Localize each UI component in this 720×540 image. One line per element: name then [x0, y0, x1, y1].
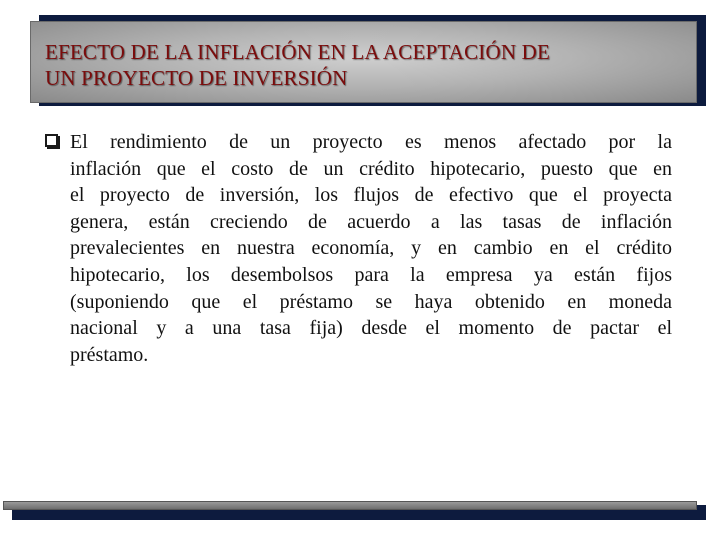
bullet-paragraph	[45, 129, 672, 368]
paragraph-line-3: el proyecto de inversión, los flujos de efectivo que el proyecta	[70, 184, 672, 207]
title-bar	[30, 21, 697, 103]
square-bullet-icon	[45, 134, 58, 147]
paragraph-line-2: inflación que el costo de un crédito hipotecario, puesto que en	[70, 157, 672, 180]
slide-title	[45, 39, 550, 91]
paragraph-line-5: prevalecientes en nuestra economía, y en cambio en el crédito	[70, 237, 672, 260]
paragraph-line-7: (suponiendo que el préstamo se haya obtenido en moneda	[70, 290, 672, 313]
slide-title-line-2: UN PROYECTO DE INVERSIÓN	[45, 66, 348, 90]
bottom-bar	[3, 501, 697, 510]
paragraph-line-8: nacional y a una tasa fija) desde el momento de pactar el	[70, 317, 672, 340]
paragraph-line-4: genera, están creciendo de acuerdo a las tasas de inflación	[70, 210, 672, 233]
paragraph-text	[70, 129, 672, 368]
paragraph-line-1: El rendimiento de un proyecto es menos afectado por la	[70, 131, 672, 153]
slide-title-line-1: EFECTO DE LA INFLACIÓN EN LA ACEPTACIÓN DE	[45, 40, 551, 64]
paragraph-line-6: hipotecario, los desembolsos para la empresa ya están fijos	[70, 263, 672, 286]
paragraph-line-9: préstamo.	[70, 343, 149, 366]
